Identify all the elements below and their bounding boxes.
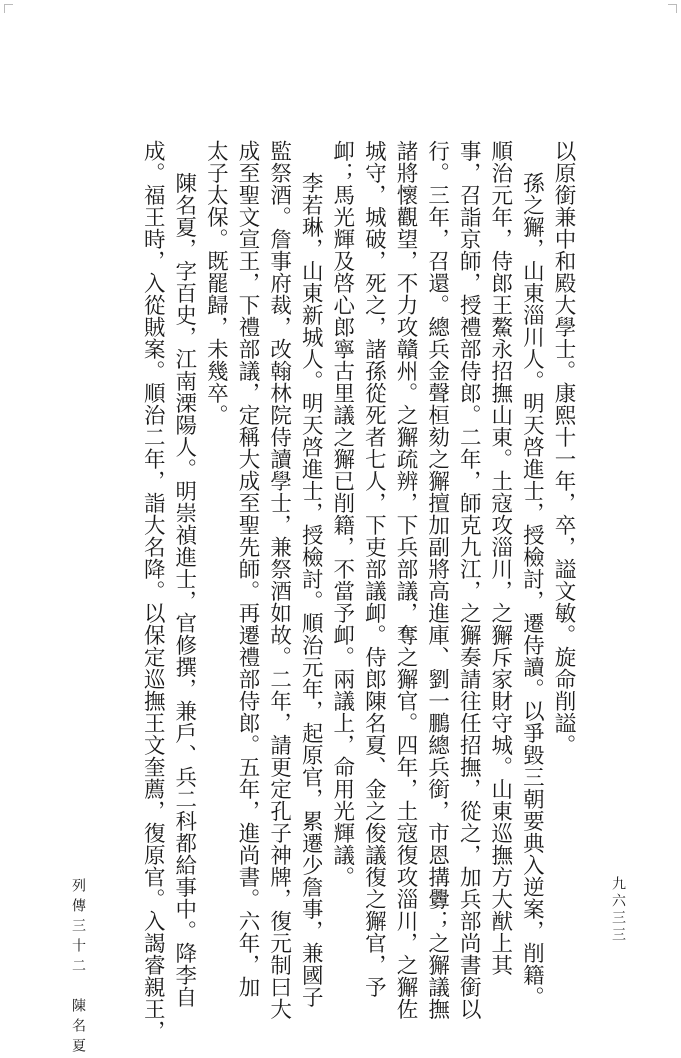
text-column: 陳名夏，字百史，江南溧陽人。明崇禎進士，官修撰，兼戶、兵二科都給事中。降李自 [171, 172, 197, 1008]
running-head: 列傳三十二 陳名夏 [70, 878, 86, 1058]
text-column: 諸將懷觀望，不力攻贛州。之獬疏辨，下兵部議，奪之獬官。四年，土寇復攻淄川，之獬佐 [393, 140, 418, 1020]
text-column: 城守，城破，死之，諸孫從死者七人，下吏部議卹。侍郎陳名夏、金之俊議復之獬官，予 [361, 140, 387, 998]
text-column: 行。三年，召還。總兵金聲桓劾之獬擅加副將高進庫、劉一鵬總兵銜，市恩搆釁；之獬議撫 [424, 140, 450, 1020]
text-column: 卹；馬光輝及啓心郎寧古里議之獬已削籍，不當予卹。兩議上，命用光輝議。 [329, 140, 355, 888]
text-column: 事，召詣京師，授禮部侍郎。二年，師克九江，之獬奏請往任招撫，從之，加兵部尚書銜以 [456, 140, 482, 1020]
text-column: 成。福王時，入從賊案。順治二年，詣大名降。以保定巡撫王文奎薦，復原官。入謁睿親王， [140, 140, 166, 1042]
text-column: 順治元年，侍郎王鰲永招撫山東。土寇攻淄川，之獬斥家財守城。山東巡撫方大猷上其 [487, 140, 513, 976]
page-number: 九六三三 [610, 876, 626, 944]
text-column: 太子太保。既罷歸，未幾卒。 [203, 140, 229, 426]
crop-mark-top-right [668, 4, 677, 13]
text-column: 李若琳，山東新城人。明天啓進士，授檢討。順治元年，起原官，累遷少詹事，兼國子 [298, 172, 324, 1008]
crop-mark-top-left [4, 4, 13, 13]
text-column: 成至聖文宣王，下禮部議，定稱大成至聖先師。再遷禮部侍郎。五年，進尚書。六年，加 [235, 140, 260, 998]
text-column: 監祭酒。詹事府裁，改翰林院侍讀學士，兼祭酒如故。二年，請更定孔子神牌，復元制曰大 [266, 140, 292, 1020]
text-column: 孫之獬，山東淄川人。明天啓進士，授檢討，遷侍讀。以爭毀三朝要典入逆案，削籍。 [519, 172, 545, 1008]
text-column: 以原銜兼中和殿大學士。康熙十一年，卒，謚文敏。旋命削謚。 [551, 140, 576, 756]
